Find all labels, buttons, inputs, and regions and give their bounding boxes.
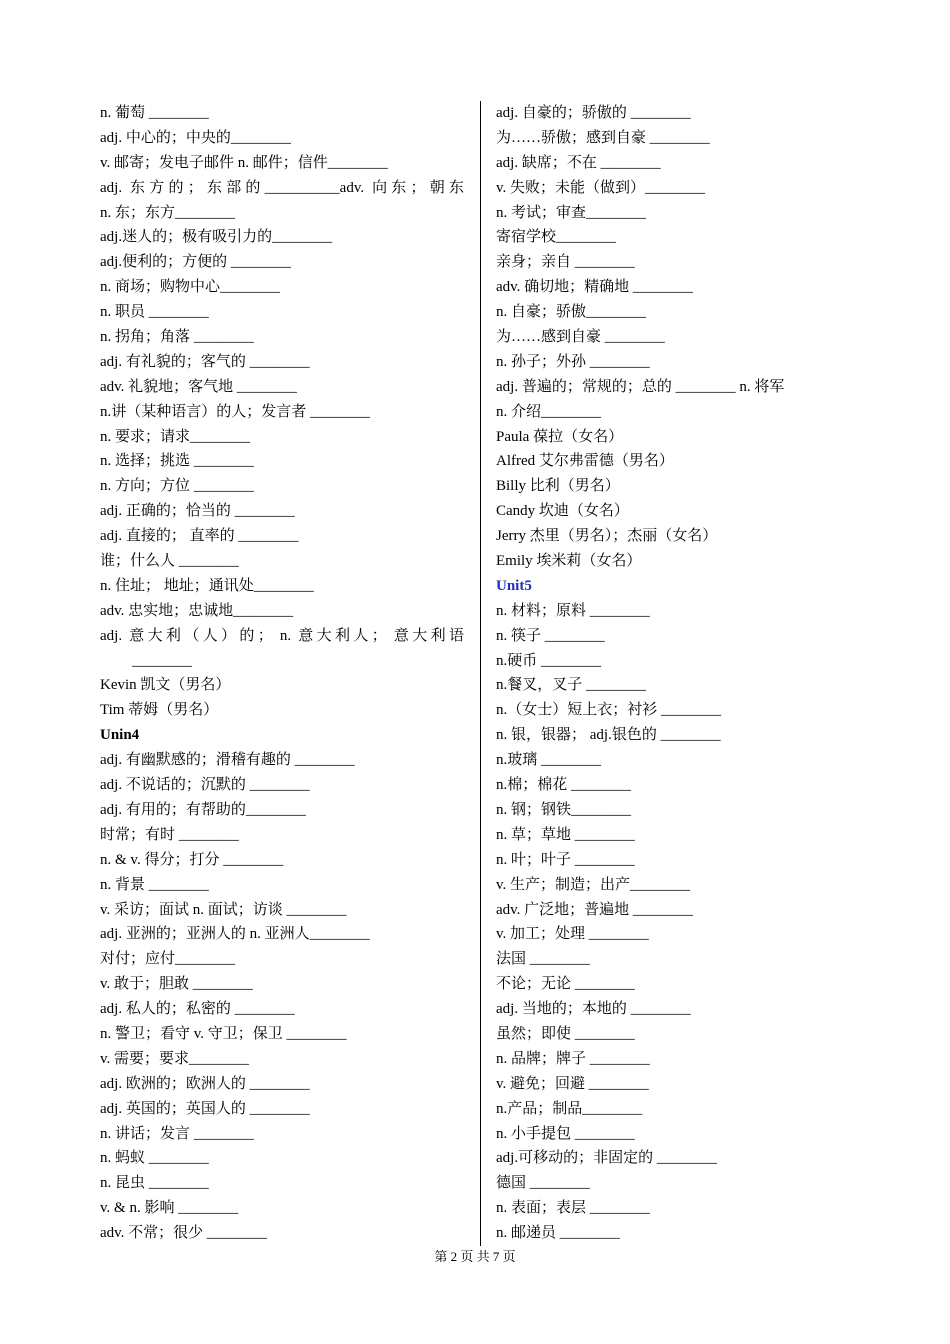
vocab-entry: 为……感到自豪 ________ — [496, 329, 665, 346]
vocab-entry: adv. 忠实地；忠诚地________ — [100, 602, 294, 619]
vocab-entry: adj.可移动的；非固定的 ________ — [496, 1150, 717, 1167]
vocab-entry: adj. 缺席；不在 ________ — [496, 154, 661, 171]
vocab-entry: n.产品；制品________ — [496, 1100, 643, 1117]
vocab-entry: v. 需要；要求________ — [100, 1050, 250, 1067]
vocab-entry: 时常；有时 ________ — [100, 826, 239, 843]
vocab-entry: adv. 礼貌地；客气地 ________ — [100, 378, 297, 395]
vocab-entry: 亲身；亲自 ________ — [496, 254, 635, 271]
vocab-entry: v. 采访；面试 n. 面试；访谈 ________ — [100, 901, 347, 918]
vocab-entry: v. 加工；处理 ________ — [496, 926, 649, 943]
vocab-entry: v. 避免；回避 ________ — [496, 1075, 649, 1092]
vocab-entry: n. 方向；方位 ________ — [100, 478, 254, 495]
vocab-entry-continuation: ________ — [132, 652, 192, 669]
vocab-entry: n. & v. 得分；打分 ________ — [100, 851, 284, 868]
vocab-entry: Billy 比利（男名） — [496, 478, 620, 495]
vocab-entry: n.讲（某种语言）的人；发言者 ________ — [100, 403, 371, 420]
vocab-entry: n. 警卫；看守 v. 守卫；保卫 ________ — [100, 1025, 347, 1042]
vocab-entry: adj. 普遍的；常规的；总的 ________ n. 将军 — [496, 378, 785, 395]
vocab-entry: Tim 蒂姆（男名） — [100, 702, 219, 719]
vocab-entry: Paula 葆拉（女名） — [496, 428, 624, 445]
vocab-entry: n. 表面；表层 ________ — [496, 1200, 650, 1217]
vocab-entry: n. 介绍________ — [496, 403, 602, 420]
vocab-entry: Jerry 杰里（男名）；杰丽（女名） — [496, 528, 718, 545]
right-column — [496, 101, 856, 1246]
left-column — [100, 101, 464, 1246]
vocab-entry: n. 邮递员 ________ — [496, 1225, 620, 1242]
vocab-entry: adj. 有用的；有帮助的________ — [100, 801, 306, 818]
vocab-entry: n. 拐角；角落 ________ — [100, 329, 254, 346]
column-divider — [480, 101, 481, 1246]
vocab-entry: 为……骄傲；感到自豪 ________ — [496, 129, 710, 146]
vocab-entry: adj. 正确的；恰当的 ________ — [100, 503, 295, 520]
vocab-entry: adj. 英国的；英国人的 ________ — [100, 1100, 310, 1117]
vocab-entry: v. & n. 影响 ________ — [100, 1200, 239, 1217]
vocab-entry: Candy 坎迪（女名） — [496, 503, 629, 520]
vocab-entry: n. 商场；购物中心________ — [100, 279, 281, 296]
vocab-entry: adj. 亚洲的；亚洲人的 n. 亚洲人________ — [100, 926, 370, 943]
vocab-entry: adj. 不说话的；沉默的 ________ — [100, 777, 310, 794]
vocab-entry: 法国 ________ — [496, 951, 590, 968]
vocab-entry: v. 邮寄；发电子邮件 n. 邮件；信件________ — [100, 154, 388, 171]
vocab-entry: adj. 有礼貌的；客气的 ________ — [100, 353, 310, 370]
vocab-entry: adj. 意大利（人）的； n. 意大利人； 意大利语 — [100, 627, 464, 644]
vocab-entry: Emily 埃米莉（女名） — [496, 553, 642, 570]
vocab-entry: v. 敢于；胆敢 ________ — [100, 976, 253, 993]
vocab-entry: n. 住址； 地址；通讯处________ — [100, 577, 314, 594]
vocab-entry: adj. 有幽默感的；滑稽有趣的 ________ — [100, 752, 355, 769]
vocab-entry: n.餐叉，叉子 ________ — [496, 677, 647, 694]
vocab-entry: 虽然；即使 ________ — [496, 1025, 635, 1042]
vocab-entry: n. 材料；原料 ________ — [496, 602, 650, 619]
page-footer: 第 2 页 共 7 页 — [434, 1249, 516, 1264]
vocab-entry: n. 筷子 ________ — [496, 627, 605, 644]
vocab-entry: adj. 私人的；私密的 ________ — [100, 1001, 295, 1018]
vocab-entry: Kevin 凯文（男名） — [100, 677, 231, 694]
vocab-entry: n. 选择；挑选 ________ — [100, 453, 254, 470]
vocab-entry: adj.迷人的；极有吸引力的________ — [100, 229, 333, 246]
vocab-entry: adj. 东方的；东部的__________adv. 向东；朝东 — [100, 179, 464, 196]
vocab-entry: n. 蚂蚁 ________ — [100, 1150, 209, 1167]
vocab-entry: n. 职员 ________ — [100, 304, 209, 321]
vocab-entry: n. 品牌；牌子 ________ — [496, 1050, 650, 1067]
vocab-entry: n.棉；棉花 ________ — [496, 777, 632, 794]
vocab-entry: n. 银，银器； adj.银色的 ________ — [496, 727, 721, 744]
vocab-entry: n. 背景 ________ — [100, 876, 209, 893]
vocab-entry: 不论；无论 ________ — [496, 976, 635, 993]
vocab-entry: adv. 确切地；精确地 ________ — [496, 279, 693, 296]
vocab-entry: n. 昆虫 ________ — [100, 1175, 209, 1192]
vocab-entry: adj. 欧洲的；欧洲人的 ________ — [100, 1075, 310, 1092]
unit-heading: Unit5 — [496, 577, 532, 594]
vocab-entry: n. 自豪；骄傲________ — [496, 304, 647, 321]
vocab-entry: 寄宿学校________ — [496, 229, 617, 246]
vocab-entry: n. 讲话；发言 ________ — [100, 1125, 254, 1142]
vocab-entry: adj. 自豪的；骄傲的 ________ — [496, 105, 691, 121]
unit-heading: Unin4 — [100, 727, 140, 744]
vocab-entry: adj. 当地的；本地的 ________ — [496, 1001, 691, 1018]
vocab-entry: adj.便利的；方便的 ________ — [100, 254, 291, 271]
vocab-entry: adv. 广泛地；普遍地 ________ — [496, 901, 693, 918]
vocab-entry: adj. 中心的；中央的________ — [100, 129, 291, 146]
vocab-entry: n.硬币 ________ — [496, 652, 602, 669]
vocab-entry: n. 钢；钢铁________ — [496, 801, 632, 818]
vocab-entry: n. 要求；请求________ — [100, 428, 251, 445]
vocab-entry: v. 失败；未能（做到）________ — [496, 179, 706, 196]
vocab-entry: n. 考试；审查________ — [496, 204, 647, 221]
vocab-entry: n.（女士）短上衣；衬衫 ________ — [496, 702, 722, 719]
vocab-entry: adj. 直接的； 直率的 ________ — [100, 528, 299, 545]
vocab-entry: Alfred 艾尔弗雷德（男名） — [496, 453, 674, 470]
vocab-entry: 对付；应付________ — [100, 951, 236, 968]
vocab-entry: 德国 ________ — [496, 1175, 590, 1192]
vocab-entry: n. 叶；叶子 ________ — [496, 851, 635, 868]
vocab-entry: n. 葡萄 ________ — [100, 105, 209, 121]
vocab-entry: n. 孙子；外孙 ________ — [496, 353, 650, 370]
vocab-entry: n. 草；草地 ________ — [496, 826, 635, 843]
vocab-entry: n. 小手提包 ________ — [496, 1125, 635, 1142]
vocab-entry: adv. 不常；很少 ________ — [100, 1225, 267, 1242]
vocab-entry: n.玻璃 ________ — [496, 752, 602, 769]
vocab-entry: v. 生产；制造；出产________ — [496, 876, 691, 893]
vocab-entry: n. 东；东方________ — [100, 204, 236, 221]
vocab-entry: 谁；什么人 ________ — [100, 553, 239, 570]
